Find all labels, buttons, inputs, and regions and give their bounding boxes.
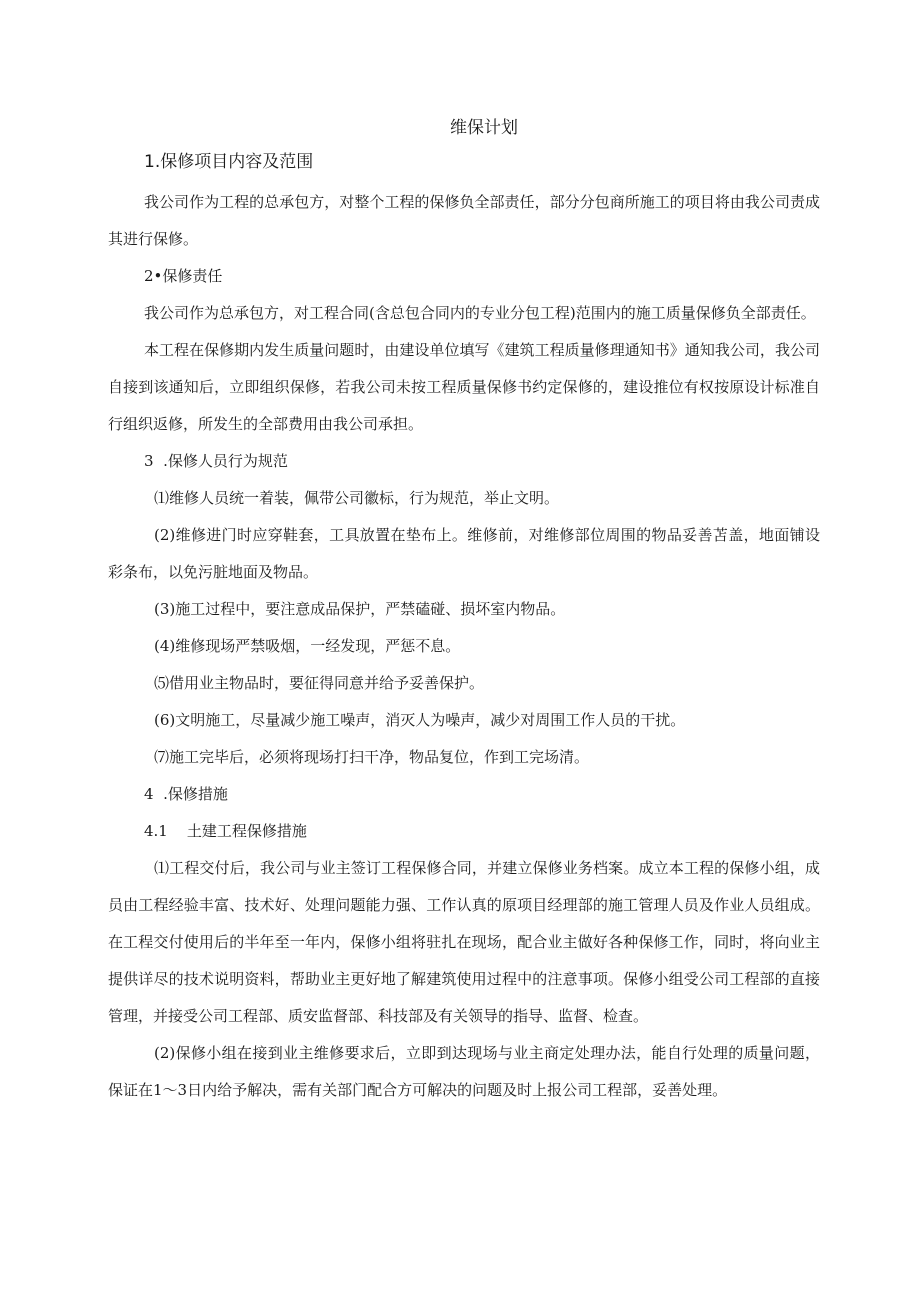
section-3-item-5: ⑸借用业主物品时，要征得同意并给予妥善保护。 (154, 674, 485, 692)
section-2-paragraph-1: 我公司作为总承包方，对工程合同(含总包合同内的专业分包工程)范围内的施工质量保修负全部责任。 (144, 304, 816, 322)
section-2-heading: 2•保修责任 (144, 267, 223, 285)
section-3-item-2: (2)维修进门时应穿鞋套，工具放置在垫布上。维修前，对维修部位周围的物品妥善苫盖，地面铺设彩条布，以免污脏地面及物品。 (108, 526, 820, 581)
section-1-paragraph: 我公司作为工程的总承包方，对整个工程的保修负全部责任，部分分包商所施工的项目将由我公司责成其进行保修。 (108, 193, 820, 248)
section-3-heading: 3 .保修人员行为规范 (144, 452, 288, 470)
document-title: 维保计划 (450, 118, 518, 138)
section-4-1-item-1: ⑴工程交付后，我公司与业主签订工程保修合同，并建立保修业务档案。成立本工程的保修小组，成员由工程经验丰富、技术好、处理问题能力强、工作认真的原项目经理部的施工管理人员及作业人员组成。在工程交付使用后的半年至一年内，保修小组将驻扎在现场，配合业主做好各种保修工作，同时，将向业主提供详尽的技术说明资料，帮助业主更好地了解建筑使用过程中的注意事项。保修小组受公司工程部的直接管理，并接受公司工程部、质安监督部、科技部及有关领导的指导、监督、检查。 (108, 859, 820, 1025)
section-3-item-6: (6)文明施工，尽量减少施工噪声，消灭人为噪声，减少对周围工作人员的干扰。 (154, 711, 686, 729)
section-2-paragraph-2: 本工程在保修期内发生质量问题时，由建设单位填写《建筑工程质量修理通知书》通知我公司，我公司自接到该通知后，立即组织保修，若我公司未按工程质量保修书约定保修的，建设推位有权按原设计标准自行组织返修，所发生的全部费用由我公司承担。 (108, 341, 820, 433)
section-3-item-3: (3)施工过程中，要注意成品保护，严禁磕碰、损坏室内物品。 (154, 600, 566, 618)
section-4-1-heading: 4.1 土建工程保修措施 (144, 822, 307, 840)
section-3-item-7: ⑺施工完毕后，必须将现场打扫干净，物品复位，作到工完场清。 (154, 748, 590, 766)
section-3-item-1: ⑴维修人员统一着装，佩带公司徽标，行为规范，举止文明。 (154, 489, 560, 507)
document-body (108, 116, 820, 1109)
section-1-heading: 1.保修项目内容及范围 (144, 152, 314, 172)
section-4-heading: 4 .保修措施 (144, 785, 228, 803)
section-4-1-item-2: (2)保修小组在接到业主维修要求后，立即到达现场与业主商定处理办法，能自行处理的质量问题，保证在1〜3日内给予解决，需有关部门配合方可解决的问题及时上报公司工程部，妥善处理。 (108, 1044, 820, 1099)
section-3-item-4: (4)维修现场严禁吸烟，一经发现，严惩不息。 (154, 637, 461, 655)
